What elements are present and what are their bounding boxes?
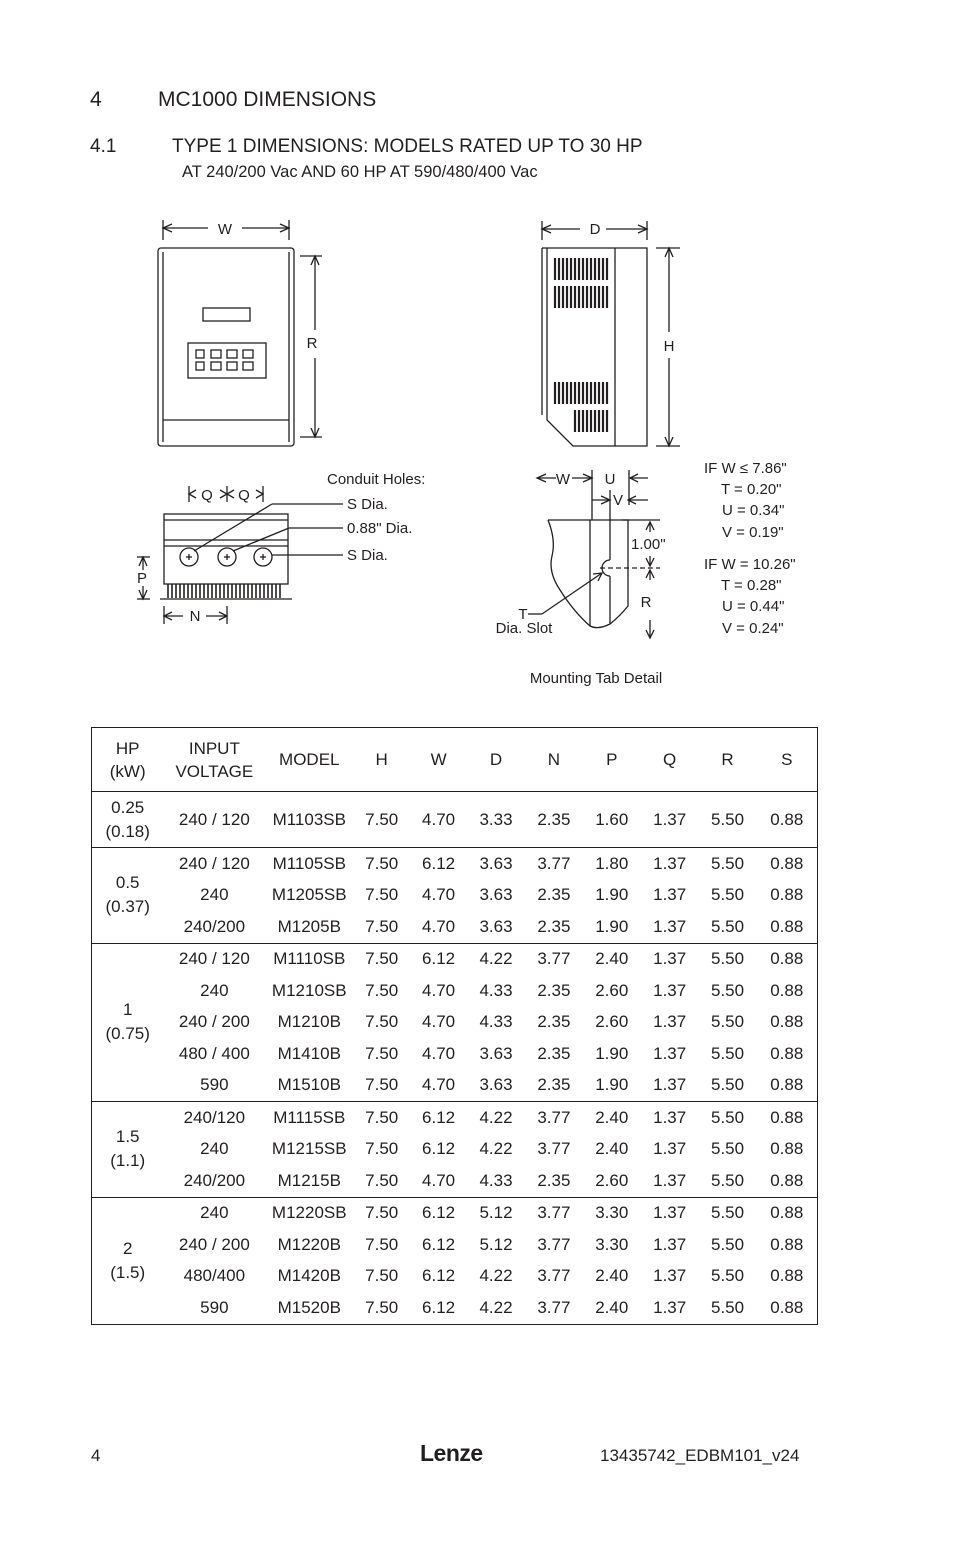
table-cell: 2.40 <box>595 1139 629 1159</box>
table-cell: 0.88 <box>770 980 804 1000</box>
conduit-title: Conduit Holes: <box>327 471 426 488</box>
label-p: P <box>136 570 148 587</box>
table-cell: M1220B <box>277 1234 341 1254</box>
table-cell: 0.88 <box>757 943 818 975</box>
column-header: INPUT VOLTAGE <box>163 728 265 792</box>
table-cell: 5.50 <box>711 1075 745 1095</box>
table-cell: 5.50 <box>699 943 757 975</box>
table-row <box>92 1229 818 1261</box>
table-cell: M1110SB <box>265 943 353 975</box>
table-cell: 240 / 120 <box>163 943 265 975</box>
table-cell: 2.35 <box>537 980 571 1000</box>
table-cell: 7.50 <box>365 1266 399 1286</box>
table-cell: 0.88 <box>770 885 804 905</box>
table-cell: 240 <box>200 885 229 905</box>
table-cell: M1520B <box>277 1297 341 1317</box>
table-cell: 4.22 <box>467 943 525 975</box>
table-cell: 5.50 <box>711 1139 745 1159</box>
table-cell: 3.63 <box>479 1043 513 1063</box>
table-cell: 2.35 <box>537 916 571 936</box>
table-cell: 2.60 <box>595 1170 629 1190</box>
table-row <box>92 1038 818 1070</box>
table-cell: 3.77 <box>525 1197 583 1229</box>
page-number: 4 <box>91 1446 101 1465</box>
table-cell: 2.35 <box>537 1170 571 1190</box>
table-cell: 2.35 <box>537 1043 571 1063</box>
table-cell: 7.50 <box>365 1075 399 1095</box>
table-cell: 5.50 <box>699 1197 757 1229</box>
table-cell: 5.50 <box>711 1297 745 1317</box>
column-header: W <box>410 728 467 792</box>
table-cell: 0.88 <box>757 1197 818 1229</box>
table-cell: 2.60 <box>595 980 629 1000</box>
table-cell: 7.50 <box>365 1139 399 1159</box>
table-cell: 1.37 <box>653 1170 687 1190</box>
conduit-088-dia: 0.88" Dia. <box>347 520 413 537</box>
column-header: P <box>583 728 641 792</box>
label-q-right: Q <box>238 487 250 504</box>
table-cell: M1103SB <box>265 792 353 848</box>
note2-line4: V = 0.24" <box>722 620 784 637</box>
table-cell: 3.77 <box>537 1266 571 1286</box>
table-cell: 3.77 <box>525 1102 583 1134</box>
table-cell: 1.37 <box>653 980 687 1000</box>
note1-line1: IF W ≤ 7.86" <box>704 460 787 477</box>
table-cell: 4.70 <box>422 980 456 1000</box>
section-number: 4 <box>90 88 102 111</box>
table-cell: 6.12 <box>410 1197 467 1229</box>
tab-notes <box>704 460 796 637</box>
table-cell: 480 / 400 <box>178 1043 250 1063</box>
table-cell: 4.22 <box>479 1297 513 1317</box>
table-cell: M1205SB <box>271 885 347 905</box>
table-cell: 1.37 <box>641 848 699 880</box>
table-cell: 240 / 120 <box>163 848 265 880</box>
table-row <box>92 1070 818 1102</box>
table-cell: 5.50 <box>699 1102 757 1134</box>
table-cell: 5.12 <box>467 1197 525 1229</box>
table-cell: 0.88 <box>770 916 804 936</box>
label-q-left: Q <box>201 487 213 504</box>
table-cell: 1.37 <box>641 1197 699 1229</box>
table-cell: 7.50 <box>353 1197 410 1229</box>
table-cell: 3.77 <box>537 1234 571 1254</box>
table-cell: 4.70 <box>422 885 456 905</box>
table-cell: M1215B <box>277 1170 341 1190</box>
table-cell: 1.90 <box>595 885 629 905</box>
table-cell: M1210SB <box>271 980 347 1000</box>
table-cell: 1.90 <box>595 1075 629 1095</box>
table-cell: 1.37 <box>653 1075 687 1095</box>
table-cell: M1220SB <box>265 1197 353 1229</box>
table-cell: 6.12 <box>410 848 467 880</box>
table-cell: 0.88 <box>770 1043 804 1063</box>
conduit-s-dia-2: S Dia. <box>347 547 388 564</box>
note2-line2: T = 0.28" <box>721 577 782 594</box>
table-cell: M1205B <box>277 916 341 936</box>
hp-cell: 0.5 (0.37) <box>92 848 164 944</box>
table-cell: 4.70 <box>422 916 456 936</box>
subsection-title: TYPE 1 DIMENSIONS: MODELS RATED UP TO 30 HP <box>172 136 643 157</box>
table-cell: 0.88 <box>770 1139 804 1159</box>
table-cell: 2.35 <box>537 1075 571 1095</box>
column-header: H <box>353 728 410 792</box>
table-cell: 1.37 <box>653 885 687 905</box>
table-cell: 5.50 <box>711 1234 745 1254</box>
table-cell: 7.50 <box>365 885 399 905</box>
table-cell: 590 <box>200 1075 229 1095</box>
table-cell: 5.50 <box>699 792 757 848</box>
table-row <box>92 1165 818 1197</box>
table-cell: 7.50 <box>365 916 399 936</box>
table-cell: 4.33 <box>479 1170 513 1190</box>
table-cell: 240 <box>163 1197 265 1229</box>
table-cell: 1.37 <box>641 943 699 975</box>
table-cell: 0.88 <box>770 1234 804 1254</box>
table-cell: 7.50 <box>365 1170 399 1190</box>
table-cell: M1210B <box>277 1012 341 1032</box>
tab-v-label: V <box>612 492 624 509</box>
table-cell: 6.12 <box>422 1234 456 1254</box>
table-cell: 5.50 <box>711 1266 745 1286</box>
table-cell: 7.50 <box>353 1102 410 1134</box>
table-row <box>92 1007 818 1039</box>
table-cell: 1.37 <box>653 916 687 936</box>
hp-cell: 1 (0.75) <box>92 943 164 1102</box>
table-cell: 5.50 <box>711 1012 745 1032</box>
table-cell: 2.60 <box>595 1012 629 1032</box>
table-cell: 1.60 <box>583 792 641 848</box>
document-id: 13435742_EDBM101_v24 <box>600 1446 800 1465</box>
tab-u-label: U <box>604 471 616 488</box>
side-view <box>542 221 680 446</box>
front-width-label: W <box>217 221 233 238</box>
table-cell: 0.88 <box>770 1075 804 1095</box>
note1-line3: U = 0.34" <box>722 502 785 519</box>
table-cell: 5.12 <box>479 1234 513 1254</box>
table-cell: 6.12 <box>422 1297 456 1317</box>
table-cell: 7.50 <box>365 1043 399 1063</box>
table-cell: 2.35 <box>537 1012 571 1032</box>
column-header: MODEL <box>265 728 353 792</box>
conduit-s-dia-1: S Dia. <box>347 496 388 513</box>
table-cell: 3.30 <box>595 1234 629 1254</box>
table-cell: 5.50 <box>699 848 757 880</box>
column-header: HP (kW) <box>92 728 164 792</box>
table-cell: 3.77 <box>537 1139 571 1159</box>
note1-line4: V = 0.19" <box>722 524 784 541</box>
tab-slot-label: Dia. Slot <box>495 620 553 637</box>
subsection-subtitle: AT 240/200 Vac AND 60 HP AT 590/480/400 Vac <box>182 163 538 181</box>
table-cell: 240 <box>200 980 229 1000</box>
side-height-label: H <box>663 338 675 355</box>
table-cell: 0.88 <box>757 848 818 880</box>
table-cell: 240/120 <box>163 1102 265 1134</box>
section-title: MC1000 DIMENSIONS <box>158 88 377 111</box>
table-cell: 1.37 <box>641 792 699 848</box>
table-cell: 1.37 <box>653 1139 687 1159</box>
table-cell: 4.22 <box>479 1266 513 1286</box>
table-cell: M1115SB <box>265 1102 353 1134</box>
table-cell: M1420B <box>277 1266 341 1286</box>
table-cell: 590 <box>200 1297 229 1317</box>
table-cell: 0.88 <box>770 1297 804 1317</box>
table-cell: 240 <box>200 1139 229 1159</box>
table-cell: 5.50 <box>711 1170 745 1190</box>
table-cell: 1.37 <box>653 1234 687 1254</box>
table-cell: 2.35 <box>537 885 571 905</box>
column-header: Q <box>641 728 699 792</box>
hp-cell: 0.25 (0.18) <box>92 792 164 848</box>
table-header-row <box>92 728 818 792</box>
table-cell: 240/200 <box>183 1170 246 1190</box>
table-row <box>92 943 818 975</box>
table-row <box>92 1197 818 1229</box>
table-cell: 3.77 <box>537 1297 571 1317</box>
table-cell: 4.70 <box>410 792 467 848</box>
table-cell: 240 / 200 <box>178 1234 250 1254</box>
table-cell: 1.37 <box>641 1102 699 1134</box>
table-row <box>92 792 818 848</box>
tab-w-label: W <box>555 471 571 488</box>
table-cell: 4.33 <box>479 980 513 1000</box>
table-cell: 7.50 <box>365 1012 399 1032</box>
column-header: S <box>757 728 818 792</box>
table-cell: 1.37 <box>653 1012 687 1032</box>
table-cell: 7.50 <box>353 792 410 848</box>
table-cell: 5.50 <box>711 1043 745 1063</box>
table-cell: 1.37 <box>653 1266 687 1286</box>
table-row <box>92 1102 818 1134</box>
table-cell: 5.50 <box>711 916 745 936</box>
table-cell: 4.70 <box>422 1012 456 1032</box>
note1-line2: T = 0.20" <box>721 481 782 498</box>
table-cell: 7.50 <box>365 1297 399 1317</box>
table-cell: 3.63 <box>479 885 513 905</box>
table-cell: 1.37 <box>653 1297 687 1317</box>
table-cell: 1.37 <box>653 1043 687 1063</box>
table-cell: 2.35 <box>525 792 583 848</box>
table-cell: 6.12 <box>422 1266 456 1286</box>
column-header: N <box>525 728 583 792</box>
lenze-logo: Lenze <box>420 1440 483 1466</box>
table-cell: 4.70 <box>422 1170 456 1190</box>
table-cell: 6.12 <box>410 1102 467 1134</box>
table-cell: 1.90 <box>595 1043 629 1063</box>
table-row <box>92 848 818 880</box>
hp-cell: 1.5 (1.1) <box>92 1102 164 1198</box>
label-n: N <box>189 608 201 625</box>
tab-t-label: T <box>518 606 528 623</box>
table-cell: M1215SB <box>271 1139 347 1159</box>
front-height-label: R <box>306 335 318 352</box>
column-header: R <box>699 728 757 792</box>
table-cell: 3.63 <box>467 848 525 880</box>
table-cell: 4.22 <box>467 1102 525 1134</box>
table-cell: 3.63 <box>479 1075 513 1095</box>
table-cell: 0.88 <box>757 792 818 848</box>
table-cell: 3.33 <box>467 792 525 848</box>
dimensions-table <box>91 727 818 1325</box>
table-row <box>92 1261 818 1293</box>
front-view <box>158 219 322 446</box>
table-cell: 3.30 <box>583 1197 641 1229</box>
tab-r-label: R <box>640 594 652 611</box>
table-cell: 240/200 <box>183 916 246 936</box>
column-header: D <box>467 728 525 792</box>
subsection-number: 4.1 <box>90 136 117 157</box>
table-cell: 7.50 <box>353 943 410 975</box>
tab-100-label: 1.00" <box>631 536 666 553</box>
table-row <box>92 880 818 912</box>
table-row <box>92 911 818 943</box>
table-cell: 6.12 <box>422 1139 456 1159</box>
table-cell: 1.90 <box>595 916 629 936</box>
table-cell: 7.50 <box>365 1234 399 1254</box>
table-row <box>92 1134 818 1166</box>
table-cell: 4.70 <box>422 1075 456 1095</box>
table-cell: 2.40 <box>595 1266 629 1286</box>
note2-line1: IF W = 10.26" <box>704 556 796 573</box>
table-cell: 2.40 <box>583 1102 641 1134</box>
table-cell: 480/400 <box>183 1266 246 1286</box>
table-cell: M1510B <box>277 1075 341 1095</box>
table-cell: 5.50 <box>711 980 745 1000</box>
table-cell: 4.70 <box>422 1043 456 1063</box>
bottom-view <box>137 471 425 625</box>
note2-line3: U = 0.44" <box>722 598 785 615</box>
table-row <box>92 1292 818 1324</box>
side-depth-label: D <box>589 221 601 238</box>
table-cell: 2.40 <box>583 943 641 975</box>
table-cell: 240 / 200 <box>178 1012 250 1032</box>
table-cell: M1410B <box>277 1043 341 1063</box>
table-cell: 7.50 <box>353 848 410 880</box>
table-cell: 5.50 <box>711 885 745 905</box>
table-cell: 4.22 <box>479 1139 513 1159</box>
tab-caption: Mounting Tab Detail <box>529 670 663 687</box>
table-cell: 4.33 <box>479 1012 513 1032</box>
table-cell: 0.88 <box>770 1012 804 1032</box>
table-cell: 7.50 <box>365 980 399 1000</box>
table-cell: 3.77 <box>525 848 583 880</box>
table-cell: 1.80 <box>583 848 641 880</box>
hp-cell: 2 (1.5) <box>92 1197 164 1324</box>
table-cell: 0.88 <box>757 1102 818 1134</box>
table-cell: 3.63 <box>479 916 513 936</box>
table-row <box>92 975 818 1007</box>
table-cell: 240 / 120 <box>163 792 265 848</box>
table-cell: 0.88 <box>770 1170 804 1190</box>
dimension-drawing <box>0 200 954 700</box>
table-cell: 0.88 <box>770 1266 804 1286</box>
table-cell: 3.77 <box>525 943 583 975</box>
table-cell: M1105SB <box>265 848 353 880</box>
table-cell: 6.12 <box>410 943 467 975</box>
mounting-tab-detail <box>496 470 666 687</box>
table-cell: 2.40 <box>595 1297 629 1317</box>
